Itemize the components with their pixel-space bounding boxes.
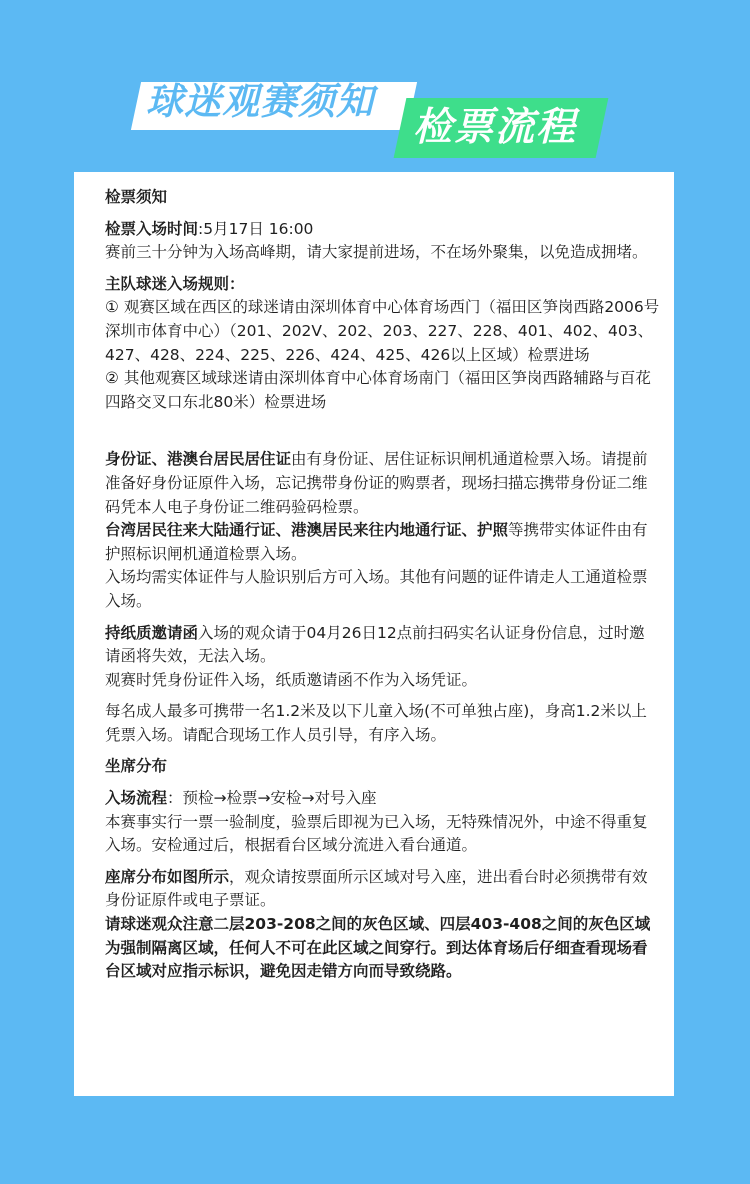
id-card-label: 身份证、港澳台居民居住证: [105, 450, 292, 469]
home-rule-south-gate: ② 其他观赛区域球迷请由深圳体育中心体育场南门（福田区笋岗西路辅路与百花四路交叉口东北80米）检票进场: [105, 369, 651, 411]
permit-label: 台湾居民往来大陆通行证、港澳居民来往内地通行证、护照: [105, 521, 509, 540]
section-title-ticket-notice: 检票须知: [105, 188, 168, 206]
seat-layout-text: ，观众请按票面所示区域对号入座，进出看台时必须携带有效身份证原件或电子票证。: [105, 867, 648, 910]
entry-flow-value: ：预检→检票→安检→对号入座: [167, 789, 377, 808]
home-rules-title: 主队球迷入场规则：: [105, 274, 245, 293]
child-policy: 每名成人最多可携带一名1.2米及以下儿童入场(不可单独占座)，身高1.2米以上凭票入场。请配合现场工作人员引导，有序入场。: [105, 702, 647, 744]
entry-flow-label: 入场流程: [105, 789, 168, 808]
permit-text: 等携带实体证件由有护照标识闸机通道检票入场。: [105, 521, 648, 563]
entry-time-paragraph: [105, 218, 660, 242]
permit-paragraph: [105, 519, 660, 566]
entry-time-value: :5月17日 16:00: [198, 219, 314, 238]
id-card-paragraph: [105, 448, 660, 519]
paper-invitation-paragraph: [105, 622, 660, 669]
id-card-text: 由有身份证、居住证标识闸机通道检票入场。请提前准备好身份证原件入场，忘记携带身份证的购票者，现场扫描忘携带身份证二维码凭本人电子身份证二维码验码检票。: [105, 450, 648, 516]
face-recognition-note: 入场均需实体证件与人脸识别后方可入场。其他有问题的证件请走人工通道检票入场。: [105, 568, 648, 610]
entry-flow-text: 本赛事实行一票一验制度，验票后即视为已入场，无特殊情况外，中途不得重复入场。安检通过后，根据看台区域分流进入看台通道。: [105, 812, 648, 855]
fan-guide-title: 球迷观赛须知: [146, 80, 374, 123]
seat-layout-paragraph: [105, 866, 660, 913]
content-card: [74, 172, 674, 1096]
home-rule-west-gate: ① 观赛区域在西区的球迷请由深圳体育中心体育场西门（福田区笋岗西路2006号深圳市体育中心）（201、202V、202、203、227、228、401、402、403、427、428、224、225、226、424、425、426以上区域）检票进场: [105, 298, 660, 364]
entry-flow-paragraph: [105, 787, 660, 811]
isolation-zone-warning: 请球迷观众注意二层203-208之间的灰色区域、四层403-408之间的灰色区域为强制隔离区域，任何人不可在此区域之间穿行。到达体育场后仔细查看现场看台区域对应指示标识，避免因走错方向而导致绕路。: [105, 915, 651, 981]
seat-layout-label: 座席分布如图所示: [105, 867, 230, 886]
section-title-seating: 坐席分布: [105, 757, 168, 776]
ticket-check-title: 检票流程: [413, 105, 578, 150]
paper-invitation-text: 入场的观众请于04月26日12点前扫码实名认证身份信息，过时邀请函将失效，无法入场。: [105, 623, 645, 666]
entry-time-label: 检票入场时间: [105, 219, 199, 238]
paper-invitation-note: 观赛时凭身份证件入场，纸质邀请函不作为入场凭证。: [105, 670, 478, 689]
paper-invitation-label: 持纸质邀请函: [105, 623, 199, 642]
header-banner: [0, 0, 750, 170]
entry-time-note: 赛前三十分钟为入场高峰期，请大家提前进场，不在场外聚集，以免造成拥堵。: [105, 243, 648, 262]
